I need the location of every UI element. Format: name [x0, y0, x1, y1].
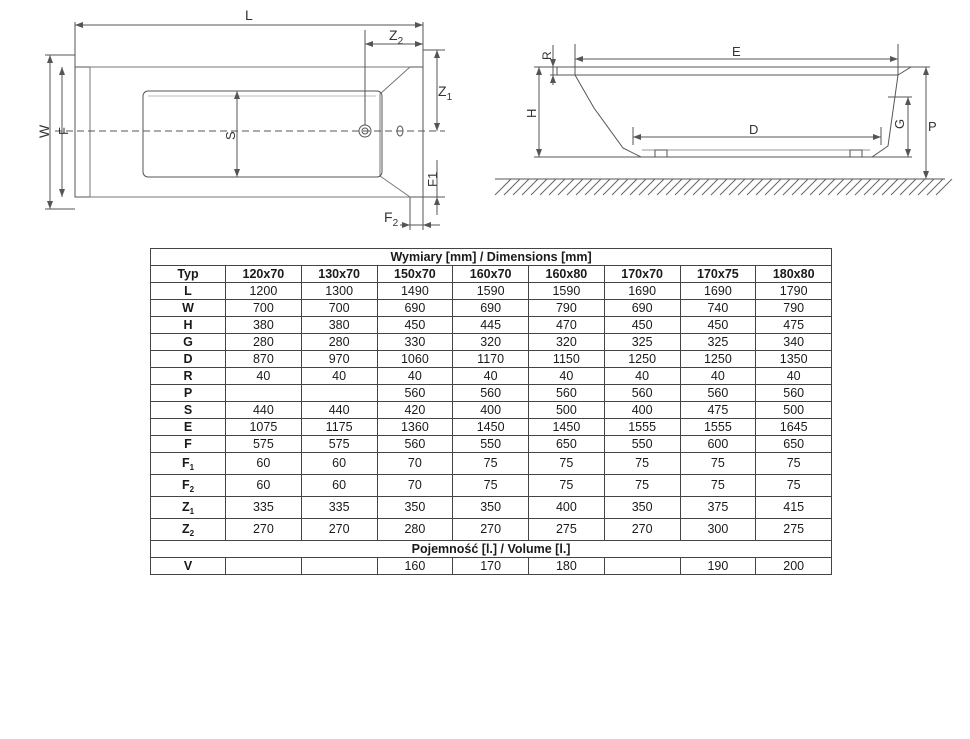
- table-cell: 1590: [453, 283, 529, 300]
- table-cell: 280: [377, 519, 453, 541]
- hatch-line: [882, 179, 898, 195]
- hatch-line: [720, 179, 736, 195]
- table-cell: 75: [453, 475, 529, 497]
- row-label: $F_1$: [151, 453, 226, 475]
- table-cell: 560: [377, 385, 453, 402]
- table-cell: 560: [604, 385, 680, 402]
- table-cell: 1060: [377, 351, 453, 368]
- table-cell: 970: [301, 351, 377, 368]
- label-z1: $Z_1$: [438, 83, 453, 103]
- column-header: 170x75: [680, 266, 756, 283]
- hatch-line: [522, 179, 538, 195]
- table-cell: 40: [529, 368, 605, 385]
- row-label: $Z_2$: [151, 519, 226, 541]
- table-cell: 1690: [604, 283, 680, 300]
- table-cell: 75: [604, 453, 680, 475]
- table-cell: 275: [529, 519, 605, 541]
- table-cell: 470: [529, 317, 605, 334]
- hatch-line: [819, 179, 835, 195]
- table-cell: 70: [377, 453, 453, 475]
- label-s: S: [223, 131, 238, 140]
- table-cell: 560: [756, 385, 832, 402]
- hatch-line: [909, 179, 925, 195]
- row-label: R: [151, 368, 226, 385]
- hatch-line: [711, 179, 727, 195]
- hatch-line: [585, 179, 601, 195]
- table-cell: 75: [680, 475, 756, 497]
- table-cell: [604, 558, 680, 575]
- table-cell: 200: [756, 558, 832, 575]
- table-cell: 550: [604, 436, 680, 453]
- table-cell: 500: [529, 402, 605, 419]
- table-cell: 440: [226, 402, 302, 419]
- table-cell: 1555: [680, 419, 756, 436]
- row-label: D: [151, 351, 226, 368]
- label-w: W: [36, 124, 52, 138]
- table-cell: 1690: [680, 283, 756, 300]
- hatch-line: [603, 179, 619, 195]
- label-d: D: [749, 122, 759, 137]
- table-cell: 1350: [756, 351, 832, 368]
- hatch-line: [630, 179, 646, 195]
- table-cell: 75: [756, 453, 832, 475]
- column-header: 180x80: [756, 266, 832, 283]
- table-cell: 690: [604, 300, 680, 317]
- hatch-line: [846, 179, 862, 195]
- table-cell: 1450: [453, 419, 529, 436]
- table-row: [151, 385, 832, 402]
- technical-drawings: [0, 0, 970, 245]
- row-label: L: [151, 283, 226, 300]
- tub-profile: [557, 67, 911, 157]
- column-header: 170x70: [604, 266, 680, 283]
- table-cell: 1175: [301, 419, 377, 436]
- table-cell: 740: [680, 300, 756, 317]
- table-cell: 75: [604, 475, 680, 497]
- row-label: V: [151, 558, 226, 575]
- table-row: [151, 519, 832, 541]
- table-row: [151, 558, 832, 575]
- hatch-line: [810, 179, 826, 195]
- table-cell: [301, 558, 377, 575]
- table-cell: 1250: [680, 351, 756, 368]
- table-cell: 1790: [756, 283, 832, 300]
- label-r: R: [540, 51, 554, 60]
- hatch-line: [558, 179, 574, 195]
- hatch-line: [540, 179, 556, 195]
- hatch-line: [900, 179, 916, 195]
- table-cell: 420: [377, 402, 453, 419]
- row-label: S: [151, 402, 226, 419]
- table-cell: 60: [301, 453, 377, 475]
- table-cell: 575: [226, 436, 302, 453]
- hatch-line: [891, 179, 907, 195]
- table-row: [151, 402, 832, 419]
- table-cell: 650: [529, 436, 605, 453]
- hatch-line: [684, 179, 700, 195]
- table-row: [151, 317, 832, 334]
- table-cell: 335: [226, 497, 302, 519]
- table-cell: 560: [377, 436, 453, 453]
- table-row: [151, 419, 832, 436]
- table-cell: 350: [377, 497, 453, 519]
- floor-hatch: [495, 179, 952, 195]
- hatch-line: [774, 179, 790, 195]
- hatch-line: [936, 179, 952, 195]
- table-cell: 560: [680, 385, 756, 402]
- table-row: [151, 368, 832, 385]
- table-row: [151, 436, 832, 453]
- hatch-line: [864, 179, 880, 195]
- table-cell: 270: [226, 519, 302, 541]
- table-cell: 270: [604, 519, 680, 541]
- table-cell: 60: [226, 475, 302, 497]
- table-cell: 445: [453, 317, 529, 334]
- table-cell: 330: [377, 334, 453, 351]
- table-cell: 75: [756, 475, 832, 497]
- row-label: $F_2$: [151, 475, 226, 497]
- top-view-drawing: [45, 22, 445, 230]
- table-cell: 40: [680, 368, 756, 385]
- table-cell: 75: [529, 475, 605, 497]
- table-row: [151, 497, 832, 519]
- label-p: P: [928, 119, 937, 134]
- table-cell: 380: [226, 317, 302, 334]
- table-cell: 325: [680, 334, 756, 351]
- hatch-line: [648, 179, 664, 195]
- hatch-line: [918, 179, 934, 195]
- table-cell: 40: [604, 368, 680, 385]
- volume-title-row: [151, 541, 832, 558]
- column-header: 150x70: [377, 266, 453, 283]
- table-cell: 280: [226, 334, 302, 351]
- row-label: $Z_1$: [151, 497, 226, 519]
- volume-title: Pojemność [l.] / Volume [l.]: [151, 541, 832, 558]
- table-cell: 550: [453, 436, 529, 453]
- basin-outline: [143, 91, 382, 177]
- table-cell: 320: [529, 334, 605, 351]
- hatch-line: [513, 179, 529, 195]
- table-cell: 40: [453, 368, 529, 385]
- hatch-line: [702, 179, 718, 195]
- table-row: [151, 300, 832, 317]
- table-cell: 300: [680, 519, 756, 541]
- table-cell: 475: [680, 402, 756, 419]
- column-header: 160x70: [453, 266, 529, 283]
- hatch-line: [927, 179, 943, 195]
- table-cell: 270: [301, 519, 377, 541]
- hatch-line: [612, 179, 628, 195]
- table-cell: 400: [604, 402, 680, 419]
- table-cell: 320: [453, 334, 529, 351]
- table-cell: 40: [226, 368, 302, 385]
- table-cell: 500: [756, 402, 832, 419]
- table-cell: 380: [301, 317, 377, 334]
- hatch-line: [738, 179, 754, 195]
- hatch-line: [828, 179, 844, 195]
- table-cell: 790: [756, 300, 832, 317]
- table-cell: 690: [453, 300, 529, 317]
- table-cell: 575: [301, 436, 377, 453]
- hatch-line: [567, 179, 583, 195]
- table-cell: 270: [453, 519, 529, 541]
- hatch-line: [504, 179, 520, 195]
- table-cell: 190: [680, 558, 756, 575]
- column-header: 160x80: [529, 266, 605, 283]
- side-view-drawing: [495, 44, 945, 179]
- table-cell: 560: [529, 385, 605, 402]
- row-label: F: [151, 436, 226, 453]
- table-cell: 1150: [529, 351, 605, 368]
- row-label: P: [151, 385, 226, 402]
- table-cell: 450: [604, 317, 680, 334]
- hatch-line: [675, 179, 691, 195]
- table-cell: 1200: [226, 283, 302, 300]
- table-cell: 1075: [226, 419, 302, 436]
- row-label: E: [151, 419, 226, 436]
- hatch-line: [639, 179, 655, 195]
- hatch-line: [576, 179, 592, 195]
- label-f: F: [56, 127, 71, 135]
- table-cell: [301, 385, 377, 402]
- table-cell: 560: [453, 385, 529, 402]
- table-cell: 870: [226, 351, 302, 368]
- table-cell: 1170: [453, 351, 529, 368]
- table-cell: 790: [529, 300, 605, 317]
- hatch-line: [693, 179, 709, 195]
- hatch-line: [747, 179, 763, 195]
- table-cell: 700: [301, 300, 377, 317]
- table-cell: [226, 385, 302, 402]
- table-cell: 1490: [377, 283, 453, 300]
- table-cell: 600: [680, 436, 756, 453]
- table-cell: 650: [756, 436, 832, 453]
- hatch-line: [756, 179, 772, 195]
- row-label: W: [151, 300, 226, 317]
- table-cell: 75: [680, 453, 756, 475]
- hatch-line: [531, 179, 547, 195]
- table-row: [151, 475, 832, 497]
- table-cell: 440: [301, 402, 377, 419]
- table-header-row: [151, 266, 832, 283]
- table-cell: 1645: [756, 419, 832, 436]
- table-cell: 350: [604, 497, 680, 519]
- table-cell: 70: [377, 475, 453, 497]
- hatch-line: [837, 179, 853, 195]
- table-cell: 335: [301, 497, 377, 519]
- table-cell: 1250: [604, 351, 680, 368]
- hatch-line: [594, 179, 610, 195]
- table-cell: 325: [604, 334, 680, 351]
- table-cell: 400: [453, 402, 529, 419]
- table-cell: 340: [756, 334, 832, 351]
- table-cell: 450: [377, 317, 453, 334]
- table-row: [151, 453, 832, 475]
- table-cell: 60: [226, 453, 302, 475]
- table-cell: 350: [453, 497, 529, 519]
- type-header: Typ: [151, 266, 226, 283]
- dimensions-table: [150, 248, 832, 575]
- table-cell: 1300: [301, 283, 377, 300]
- row-label: G: [151, 334, 226, 351]
- table-cell: 1360: [377, 419, 453, 436]
- table-title-row: [151, 249, 832, 266]
- table-cell: 40: [377, 368, 453, 385]
- table-cell: 400: [529, 497, 605, 519]
- table-cell: 415: [756, 497, 832, 519]
- table-cell: 450: [680, 317, 756, 334]
- label-l: L: [245, 7, 253, 23]
- table-cell: 40: [756, 368, 832, 385]
- hatch-line: [783, 179, 799, 195]
- table-row: [151, 334, 832, 351]
- label-f2: $F_2$: [384, 209, 399, 229]
- label-h: H: [524, 108, 539, 118]
- table-cell: 475: [756, 317, 832, 334]
- hatch-line: [792, 179, 808, 195]
- hatch-line: [765, 179, 781, 195]
- table-cell: 180: [529, 558, 605, 575]
- label-e: E: [732, 44, 741, 59]
- table-cell: [226, 558, 302, 575]
- table-cell: 60: [301, 475, 377, 497]
- hatch-line: [621, 179, 637, 195]
- table-cell: 280: [301, 334, 377, 351]
- table-cell: 170: [453, 558, 529, 575]
- hatch-line: [729, 179, 745, 195]
- table-cell: 1590: [529, 283, 605, 300]
- row-label: H: [151, 317, 226, 334]
- label-g: G: [892, 118, 907, 129]
- table-title: Wymiary [mm] / Dimensions [mm]: [151, 249, 832, 266]
- hatch-line: [657, 179, 673, 195]
- label-f1: F1: [425, 171, 440, 187]
- table-cell: 75: [529, 453, 605, 475]
- hatch-line: [666, 179, 682, 195]
- hatch-line: [495, 179, 511, 195]
- label-z2: $Z_2$: [389, 27, 404, 47]
- column-header: 130x70: [301, 266, 377, 283]
- hatch-line: [549, 179, 565, 195]
- table-cell: 1450: [529, 419, 605, 436]
- table-row: [151, 283, 832, 300]
- hatch-line: [873, 179, 889, 195]
- table-cell: 275: [756, 519, 832, 541]
- table-cell: 690: [377, 300, 453, 317]
- table-cell: 375: [680, 497, 756, 519]
- table-cell: 700: [226, 300, 302, 317]
- table-cell: 40: [301, 368, 377, 385]
- hatch-line: [855, 179, 871, 195]
- table-row: [151, 351, 832, 368]
- table-cell: 75: [453, 453, 529, 475]
- column-header: 120x70: [226, 266, 302, 283]
- table-cell: 160: [377, 558, 453, 575]
- table-cell: 1555: [604, 419, 680, 436]
- hatch-line: [801, 179, 817, 195]
